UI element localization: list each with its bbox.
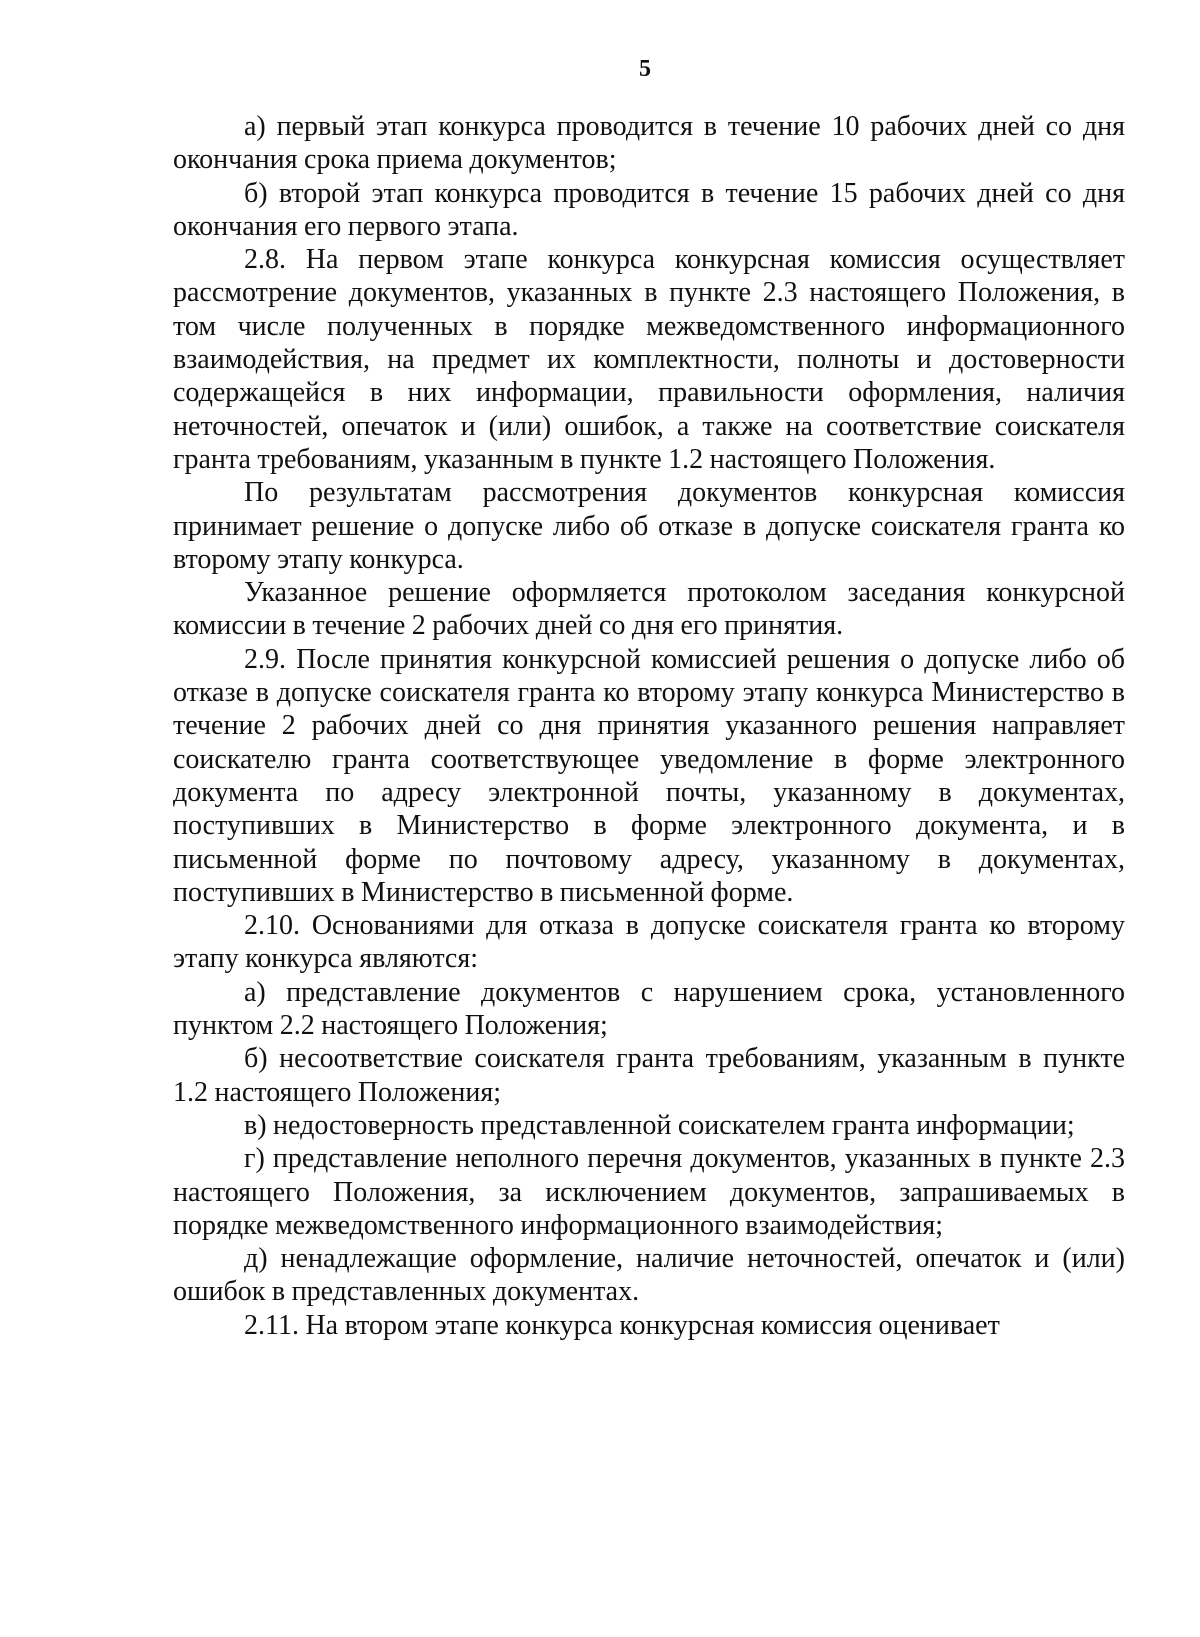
paragraph-2-9: 2.9. После принятия конкурсной комиссией решения о допуске либо об отказе в допуске соискателя гранта ко второму этапу конкурса Министерство в течение 2 рабочих дней со дня принятия указанного решения направляет соискателю гранта соответствующее уведомление в форме электронного документа по адресу электронной почты, указанному в документах, поступивших в Министерство в форме электронного документа, и в письменной форме по почтовому адресу, указанному в документах, поступивших в Министерство в письменной форме. (173, 643, 1125, 908)
paragraph-2-10-g: г) представление неполного перечня документов, указанных в пункте 2.3 настоящего Положения, за исключением документов, запрашиваемых в порядке межведомственного информационного взаимодействия; (173, 1143, 1125, 1241)
paragraph-2-8: 2.8. На первом этапе конкурса конкурсная комиссия осуществляет рассмотрение документов, указанных в пункте 2.3 настоящего Положения, в том числе полученных в порядке межведомственного информационного взаимодействия, на предмет их комплектности, полноты и достоверности содержащейся в них информации, правильности оформления, наличия неточностей, опечаток и (или) ошибок, а также на соответствие соискателя гранта требованиям, указанным в пункте 1.2 настоящего Положения. (173, 244, 1125, 475)
paragraph-2-10-a: а) представление документов с нарушением срока, установленного пунктом 2.2 настоящего Положения; (173, 976, 1125, 1042)
paragraph-2-11: 2.11. На втором этапе конкурса конкурсная комиссия оценивает (244, 1309, 1000, 1341)
paragraph-2-7-b: б) второй этап конкурса проводится в течение 15 рабочих дней со дня окончания его первого этапа. (173, 177, 1125, 242)
paragraph-2-10-d: д) ненадлежащие оформление, наличие неточностей, опечаток и (или) ошибок в представленных документах. (173, 1243, 1125, 1308)
paragraph-2-10: 2.10. Основаниями для отказа в допуске соискателя гранта ко второму этапу конкурса являются: (173, 910, 1125, 975)
page-number: 5 (639, 56, 651, 82)
paragraph-2-8-results: По результатам рассмотрения документов конкурсная комиссия принимает решение о допуске либо об отказе в допуске соискателя гранта ко второму этапу конкурса. (173, 477, 1125, 575)
paragraph-2-10-v: в) недостоверность представленной соискателем гранта информации; (244, 1109, 1075, 1141)
document-body (173, 110, 1125, 1342)
paragraph-2-7-a: а) первый этап конкурса проводится в течение 10 рабочих дней со дня окончания срока приема документов; (173, 111, 1125, 176)
paragraph-2-8-protocol: Указанное решение оформляется протоколом заседания конкурсной комиссии в течение 2 рабочих дней со дня его принятия. (173, 577, 1125, 642)
paragraph-2-10-b: б) несоответствие соискателя гранта требованиям, указанным в пункте 1.2 настоящего Положения; (173, 1043, 1125, 1108)
